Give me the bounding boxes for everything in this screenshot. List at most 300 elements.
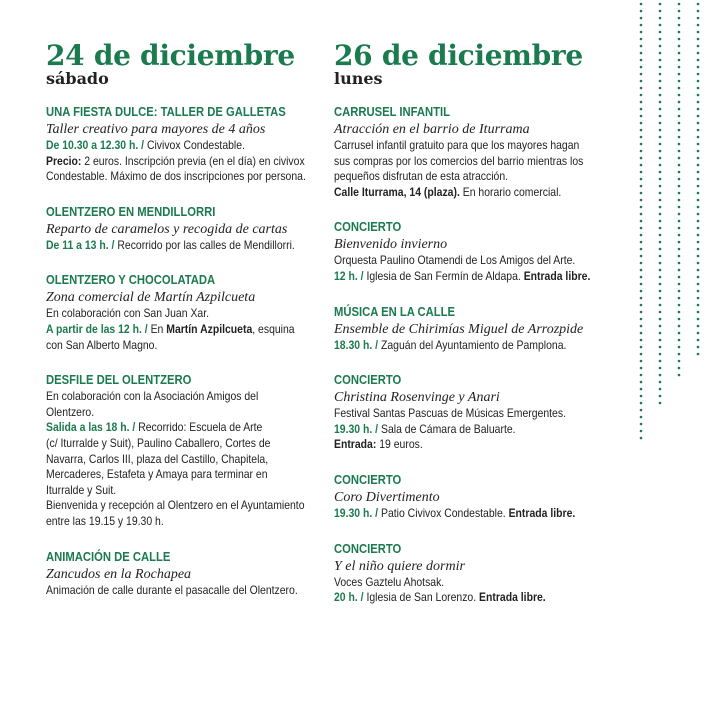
event-item [46, 104, 308, 185]
decorative-dot [659, 248, 662, 251]
decorative-dot [640, 213, 643, 216]
event-detail-line [46, 154, 308, 170]
event-text: En [150, 322, 167, 336]
decorative-dot [659, 206, 662, 209]
decorative-dot [659, 220, 662, 223]
decorative-dot [659, 262, 662, 265]
decorative-dot [640, 185, 643, 188]
decorative-dot [640, 38, 643, 41]
event-text: 2 euros. Inscripción previa (en el día) en civivox [84, 154, 305, 168]
decorative-dot [678, 360, 681, 363]
decorative-dot [678, 192, 681, 195]
decorative-dot [659, 311, 662, 314]
decorative-dot [678, 52, 681, 55]
event-highlight: Entrada libre. [479, 591, 546, 605]
decorative-dot [678, 311, 681, 314]
decorative-dot [678, 31, 681, 34]
decorative-dot [659, 290, 662, 293]
date-heading: 26 de diciembre [334, 39, 583, 72]
event-time: 19.30 h. / [334, 506, 381, 520]
decorative-dot [697, 325, 700, 328]
decorative-dot [697, 171, 700, 174]
decorative-dot [659, 150, 662, 153]
event-detail-line [46, 238, 308, 254]
decorative-dot [697, 178, 700, 181]
event-text: En colaboración con la Asociación Amigos del [46, 390, 259, 404]
decorative-dot [697, 255, 700, 258]
decorative-dot [640, 339, 643, 342]
event-subtitle: Coro Divertimento [334, 489, 440, 505]
event-detail-line [334, 253, 612, 269]
decorative-dot [678, 73, 681, 76]
decorative-dot [659, 353, 662, 356]
decorative-dot [697, 192, 700, 195]
decorative-dot [678, 227, 681, 230]
decorative-dot [640, 108, 643, 111]
decorative-dot [697, 129, 700, 132]
decorative-dot [659, 66, 662, 69]
event-time: 12 h. / [334, 269, 367, 283]
decorative-dot [640, 206, 643, 209]
decorative-dot [640, 73, 643, 76]
event-title: CONCIERTO [334, 220, 402, 235]
decorative-dot [697, 185, 700, 188]
decorative-dot [697, 339, 700, 342]
decorative-dot [697, 213, 700, 216]
decorative-dot [678, 367, 681, 370]
event-highlight: Calle Iturrama, 14 (plaza). [334, 185, 460, 199]
decorative-dot [659, 164, 662, 167]
event-text: Iturralde y Suit. [46, 483, 117, 497]
decorative-dot [640, 311, 643, 314]
decorative-dot [659, 185, 662, 188]
decorative-dot [697, 234, 700, 237]
decorative-dot [640, 325, 643, 328]
decorative-dot [697, 143, 700, 146]
decorative-dot [659, 339, 662, 342]
event-subtitle: Zona comercial de Martín Azpilcueta [46, 290, 256, 306]
decorative-dot [659, 374, 662, 377]
decorative-dot [678, 290, 681, 293]
event-detail-line [46, 389, 308, 405]
event-time: 20 h. / [334, 591, 367, 605]
weekday-label: lunes [334, 69, 383, 88]
event-title: CARRUSEL INFANTIL [334, 105, 451, 119]
decorative-dot [640, 31, 643, 34]
decorative-dot [640, 416, 643, 419]
event-subtitle: Christina Rosenvinge y Anari [334, 390, 500, 406]
event-subtitle: Taller creativo para mayores de 4 años [46, 122, 266, 137]
decorative-dot [697, 3, 700, 6]
event-detail-line [46, 338, 308, 354]
decorative-dot [678, 325, 681, 328]
decorative-dot [659, 171, 662, 174]
event-text: Patio Civivox Condestable. [380, 506, 509, 520]
decorative-dot [640, 52, 643, 55]
event-detail-line [334, 169, 612, 185]
decorative-dot [640, 3, 643, 6]
event-text: Carrusel infantil gratuito para que los mayores hagan [334, 139, 580, 152]
event-item [334, 219, 612, 284]
decorative-dot [678, 10, 681, 13]
decorative-dot [678, 199, 681, 202]
decorative-dot [678, 38, 681, 41]
event-detail-line [46, 436, 308, 452]
decorative-dot [697, 311, 700, 314]
decorative-dot [659, 283, 662, 286]
decorative-dot [678, 206, 681, 209]
decorative-dot [659, 276, 662, 279]
decorative-dot-pattern [628, 0, 708, 520]
decorative-dot [697, 136, 700, 139]
event-detail-line [334, 575, 612, 591]
decorative-dot [678, 129, 681, 132]
decorative-dot [640, 430, 643, 433]
day-column-26 [334, 40, 612, 625]
event-detail-line [46, 583, 308, 599]
event-text: Animación de calle durante el pasacalle del Olentzero. [46, 583, 298, 597]
event-detail-line [334, 506, 612, 522]
decorative-dot [659, 255, 662, 258]
decorative-dot [678, 213, 681, 216]
event-detail-line [46, 514, 308, 530]
decorative-dot [697, 248, 700, 251]
event-text: Sala de Cámara de Baluarte. [380, 422, 516, 436]
decorative-dot [697, 73, 700, 76]
event-text: En colaboración con San Juan Xar. [46, 307, 210, 321]
decorative-dot [678, 115, 681, 118]
event-title: ANIMACIÓN DE CALLE [46, 549, 171, 564]
decorative-dot [640, 318, 643, 321]
decorative-dot [678, 374, 681, 377]
decorative-dot [697, 80, 700, 83]
decorative-dot [659, 157, 662, 160]
decorative-dot [640, 101, 643, 104]
weekday-label: sábado [46, 69, 109, 88]
decorative-dot [659, 360, 662, 363]
decorative-dot [640, 45, 643, 48]
event-list [46, 104, 308, 598]
decorative-dot [659, 3, 662, 6]
decorative-dot [659, 38, 662, 41]
event-text: Festival Santas Pascuas de Músicas Emergentes. [334, 407, 566, 421]
event-item [334, 541, 612, 606]
decorative-dot [678, 346, 681, 349]
decorative-dot [678, 150, 681, 153]
decorative-dot [640, 129, 643, 132]
event-text: Zaguán del Ayuntamiento de Pamplona. [380, 338, 567, 352]
decorative-dot [678, 220, 681, 223]
decorative-dot [640, 178, 643, 181]
decorative-dot [678, 276, 681, 279]
event-highlight: Entrada: [334, 438, 377, 452]
event-title: UNA FIESTA DULCE: TALLER DE GALLETAS [46, 105, 286, 119]
decorative-dot [678, 59, 681, 62]
event-text: con San Alberto Magno. [46, 338, 158, 352]
decorative-dot [678, 283, 681, 286]
event-text: Bienvenida y recepción al Olentzero en el Ayuntamiento [46, 499, 305, 513]
decorative-dot [640, 10, 643, 13]
decorative-dot [678, 94, 681, 97]
decorative-dot [678, 248, 681, 251]
decorative-dot [640, 304, 643, 307]
decorative-dot [697, 31, 700, 34]
decorative-dot [659, 10, 662, 13]
event-title: OLENTZERO Y CHOCOLATADA [46, 273, 216, 288]
decorative-dot [640, 269, 643, 272]
decorative-dot [659, 367, 662, 370]
decorative-dot [697, 220, 700, 223]
decorative-dot [659, 94, 662, 97]
event-text: Orquesta Paulino Otamendi de Los Amigos del Arte. [334, 254, 576, 268]
event-detail-line [334, 154, 612, 170]
decorative-dot [697, 332, 700, 335]
event-highlight: Precio: [46, 154, 85, 168]
event-detail-line [46, 405, 308, 421]
decorative-dot [640, 241, 643, 244]
decorative-dot [697, 262, 700, 265]
decorative-dot [678, 17, 681, 20]
event-detail-line [46, 420, 308, 436]
event-title: OLENTZERO EN MENDILLORRI [46, 204, 216, 219]
decorative-dot [640, 171, 643, 174]
decorative-dot [659, 213, 662, 216]
decorative-dot [697, 94, 700, 97]
event-text: Olentzero. [46, 405, 95, 419]
decorative-dot [640, 17, 643, 20]
decorative-dot [697, 52, 700, 55]
event-text: pequeños disfrutan de esta atracción. [334, 170, 509, 184]
decorative-dot [678, 136, 681, 139]
decorative-dot [659, 332, 662, 335]
decorative-dot [697, 276, 700, 279]
decorative-dot [697, 10, 700, 13]
event-item [46, 372, 308, 529]
decorative-dot [640, 332, 643, 335]
event-text: Mercaderes, Estafeta y Amaya para terminar en [46, 468, 268, 482]
decorative-dot [640, 199, 643, 202]
decorative-dot [659, 129, 662, 132]
decorative-dot [697, 269, 700, 272]
event-subtitle: Atracción en el barrio de Iturrama [334, 122, 530, 137]
event-subtitle: Y el niño quiere dormir [334, 558, 465, 574]
decorative-dot [697, 17, 700, 20]
decorative-dot [640, 24, 643, 27]
decorative-dot [659, 101, 662, 104]
decorative-dot [697, 346, 700, 349]
event-highlight: Entrada libre. [523, 269, 591, 283]
decorative-dot [640, 437, 643, 440]
decorative-dot [640, 346, 643, 349]
decorative-dot [640, 402, 643, 405]
event-text: Civivox Condestable. [146, 139, 245, 152]
decorative-dot [659, 325, 662, 328]
decorative-dot [640, 157, 643, 160]
decorative-dot [697, 241, 700, 244]
event-time: Salida a las 18 h. / [46, 421, 139, 435]
decorative-dot [697, 150, 700, 153]
decorative-dot [697, 87, 700, 90]
decorative-dot [659, 192, 662, 195]
event-detail-line [46, 322, 308, 338]
decorative-dot [697, 101, 700, 104]
decorative-dot [640, 66, 643, 69]
decorative-dot [659, 59, 662, 62]
decorative-dot [678, 241, 681, 244]
event-item [334, 104, 612, 200]
decorative-dot [697, 66, 700, 69]
decorative-dot [640, 122, 643, 125]
decorative-dot [697, 283, 700, 286]
decorative-dot [659, 381, 662, 384]
decorative-dot [640, 192, 643, 195]
decorative-dot [640, 297, 643, 300]
event-subtitle: Reparto de caramelos y recogida de cartas [46, 221, 288, 237]
decorative-dot [640, 290, 643, 293]
decorative-dot [697, 164, 700, 167]
decorative-dot [640, 227, 643, 230]
event-detail-line [46, 138, 308, 154]
decorative-dot [678, 255, 681, 258]
event-text: sus compras por los comercios del barrio mientras los [334, 154, 584, 168]
decorative-dot [640, 353, 643, 356]
decorative-dot [697, 318, 700, 321]
event-text: Condestable. Máximo de dos inscripciones por persona. [46, 170, 306, 184]
decorative-dot [678, 80, 681, 83]
decorative-dot [640, 423, 643, 426]
decorative-dot [640, 115, 643, 118]
decorative-dot [640, 367, 643, 370]
decorative-dot [659, 297, 662, 300]
decorative-dot [678, 332, 681, 335]
event-text: Recorrido por las calles de Mendillorri. [117, 238, 295, 252]
decorative-dot [678, 3, 681, 6]
event-time: 19.30 h. / [334, 422, 381, 436]
decorative-dot [640, 248, 643, 251]
decorative-dot [659, 80, 662, 83]
event-detail-line [334, 338, 612, 354]
event-subtitle: Bienvenido invierno [334, 237, 448, 253]
decorative-dot [678, 339, 681, 342]
decorative-dot [697, 157, 700, 160]
decorative-dot [697, 108, 700, 111]
event-item [334, 472, 612, 522]
event-time: De 10.30 a 12.30 h. / [46, 139, 147, 152]
decorative-dot [697, 206, 700, 209]
decorative-dot [640, 59, 643, 62]
event-list [334, 104, 612, 606]
event-detail-line [46, 498, 308, 514]
day-column-24 [46, 40, 308, 617]
event-text: Recorrido: Escuela de Arte [138, 421, 263, 435]
decorative-dot [659, 31, 662, 34]
decorative-dot [678, 24, 681, 27]
event-detail-line [46, 483, 308, 499]
decorative-dot [697, 24, 700, 27]
decorative-dot [697, 38, 700, 41]
decorative-dot [640, 136, 643, 139]
decorative-dot [659, 73, 662, 76]
event-detail-line [46, 306, 308, 322]
decorative-dot [659, 45, 662, 48]
event-detail-line [46, 169, 308, 185]
decorative-dot [678, 185, 681, 188]
event-detail-line [46, 452, 308, 468]
decorative-dot [678, 101, 681, 104]
decorative-dot [659, 227, 662, 230]
date-heading: 24 de diciembre [46, 39, 295, 72]
event-detail-line [334, 185, 612, 201]
decorative-dot [659, 269, 662, 272]
decorative-dot [659, 234, 662, 237]
event-detail-line [334, 138, 612, 154]
event-item [46, 549, 308, 599]
event-item [334, 304, 612, 354]
decorative-dot [678, 45, 681, 48]
decorative-dot [678, 318, 681, 321]
decorative-dot [697, 115, 700, 118]
event-highlight: Entrada libre. [508, 506, 576, 520]
decorative-dot [659, 108, 662, 111]
decorative-dot [697, 59, 700, 62]
event-detail-line [334, 590, 612, 606]
decorative-dot [678, 304, 681, 307]
decorative-dot [659, 241, 662, 244]
decorative-dot [640, 276, 643, 279]
decorative-dot [640, 87, 643, 90]
event-text: 19 euros. [376, 438, 423, 452]
decorative-dot [678, 269, 681, 272]
decorative-dot [697, 199, 700, 202]
decorative-dot [640, 164, 643, 167]
event-detail-line [334, 406, 612, 422]
decorative-dot [697, 353, 700, 356]
event-text: entre las 19.15 y 19.30 h. [46, 514, 164, 528]
decorative-dot [640, 360, 643, 363]
decorative-dot [659, 122, 662, 125]
decorative-dot [659, 17, 662, 20]
decorative-dot [659, 178, 662, 181]
event-time: De 11 a 13 h. / [46, 238, 118, 252]
decorative-dot [678, 234, 681, 237]
decorative-dot [678, 66, 681, 69]
event-text: Navarra, Carlos III, plaza del Castillo, Chapitela, [46, 452, 269, 466]
decorative-dot [659, 304, 662, 307]
decorative-dot [659, 143, 662, 146]
decorative-dot [697, 304, 700, 307]
decorative-dot [697, 297, 700, 300]
decorative-dot [678, 164, 681, 167]
decorative-dot [640, 409, 643, 412]
event-detail-line [334, 269, 612, 285]
decorative-dot [697, 290, 700, 293]
decorative-dot [640, 262, 643, 265]
decorative-dot [697, 227, 700, 230]
decorative-dot [678, 171, 681, 174]
decorative-dot [678, 108, 681, 111]
decorative-dot [640, 143, 643, 146]
event-subtitle: Zancudos en la Rochapea [46, 566, 192, 582]
event-highlight: Martín Azpilcueta [166, 322, 253, 336]
event-text: En horario comercial. [459, 185, 562, 199]
decorative-dot [640, 94, 643, 97]
decorative-dot [678, 87, 681, 90]
decorative-dot [678, 122, 681, 125]
decorative-dot [640, 255, 643, 258]
decorative-dot [678, 262, 681, 265]
decorative-dot [659, 346, 662, 349]
decorative-dot [640, 381, 643, 384]
